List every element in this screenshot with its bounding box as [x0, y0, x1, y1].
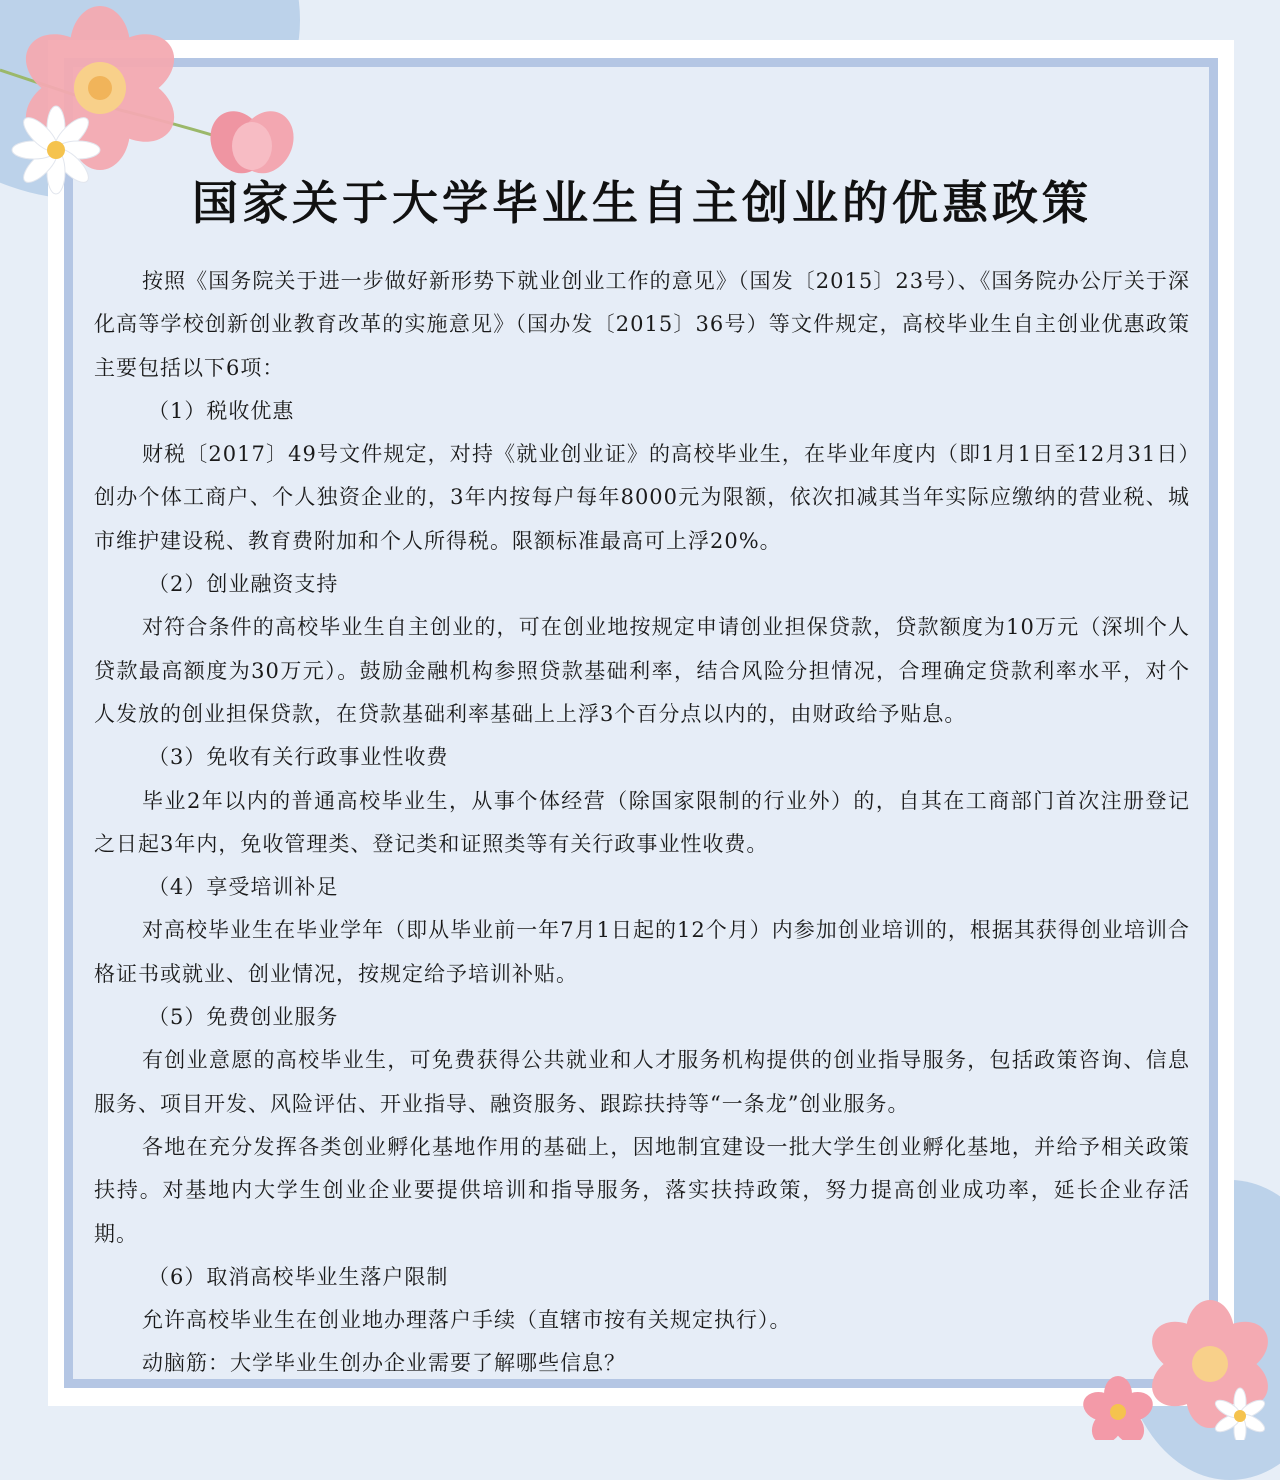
section-2-paragraph: 对符合条件的高校毕业生自主创业的，可在创业地按规定申请创业担保贷款，贷款额度为10万元（深圳个人贷款最高额度为30万元）。鼓励金融机构参照贷款基础利率，结合风险分担情况，合理确定贷款利率水平，对个人发放的创业担保贷款，在贷款基础利率基础上上浮3个百分点以内的，由财政给予贴息。: [94, 615, 1190, 726]
flower-decoration-top-left-icon: [0, 0, 320, 200]
page-title: 国家关于大学毕业生自主创业的优惠政策: [192, 176, 1092, 230]
section-2-heading: （2）创业融资支持: [148, 572, 339, 597]
section-6-paragraph: 允许高校毕业生在创业地办理落户手续（直辖市按有关规定执行）。: [142, 1308, 792, 1333]
section-5-heading: （5）免费创业服务: [148, 1005, 339, 1030]
closing-question: 动脑筋：大学毕业生创办企业需要了解哪些信息？: [142, 1351, 626, 1376]
section-4-paragraph: 对高校毕业生在毕业学年（即从毕业前一年7月1日起的12个月）内参加创业培训的，根据其获得创业培训合格证书或就业、创业情况，按规定给予培训补贴。: [94, 918, 1190, 986]
section-4-heading: （4）享受培训补足: [148, 875, 339, 900]
section-6-heading: （6）取消高校毕业生落户限制: [148, 1264, 449, 1289]
intro-paragraph: 按照《国务院关于进一步做好新形势下就业创业工作的意见》（国发〔2015〕23号）、《国务院办公厅关于深化高等学校创新创业教育改革的实施意见》（国办发〔2015〕36号）等文件规定，高校毕业生自主创业优惠政策主要包括以下6项：: [94, 269, 1190, 380]
section-1-paragraph: 财税〔2017〕49号文件规定，对持《就业创业证》的高校毕业生，在毕业年度内（即1月1日至12月31日）创办个体工商户、个人独资企业的，3年内按每户每年8000元为限额，依次扣减其当年实际应缴纳的营业税、城市维护建设税、教育费附加和个人所得税。限额标准最高可上浮20%。: [94, 442, 1190, 553]
section-5-paragraph-1: 有创业意愿的高校毕业生，可免费获得公共就业和人才服务机构提供的创业指导服务，包括政策咨询、信息服务、项目开发、风险评估、开业指导、融资服务、跟踪扶持等“一条龙”创业服务。: [94, 1048, 1190, 1116]
section-3-paragraph: 毕业2年以内的普通高校毕业生，从事个体经营（除国家限制的行业外）的，自其在工商部门首次注册登记之日起3年内，免收管理类、登记类和证照类等有关行政事业性收费。: [94, 788, 1190, 856]
section-3-heading: （3）免收有关行政事业性收费: [148, 745, 449, 770]
document-body: [94, 174, 1190, 1386]
section-5-paragraph-2: 各地在充分发挥各类创业孵化基地作用的基础上，因地制宜建设一批大学生创业孵化基地，并给予相关政策扶持。对基地内大学生创业企业要提供培训和指导服务，落实扶持政策，努力提高创业成功率，延长企业存活期。: [94, 1134, 1190, 1246]
section-1-heading: （1）税收优惠: [148, 398, 295, 423]
